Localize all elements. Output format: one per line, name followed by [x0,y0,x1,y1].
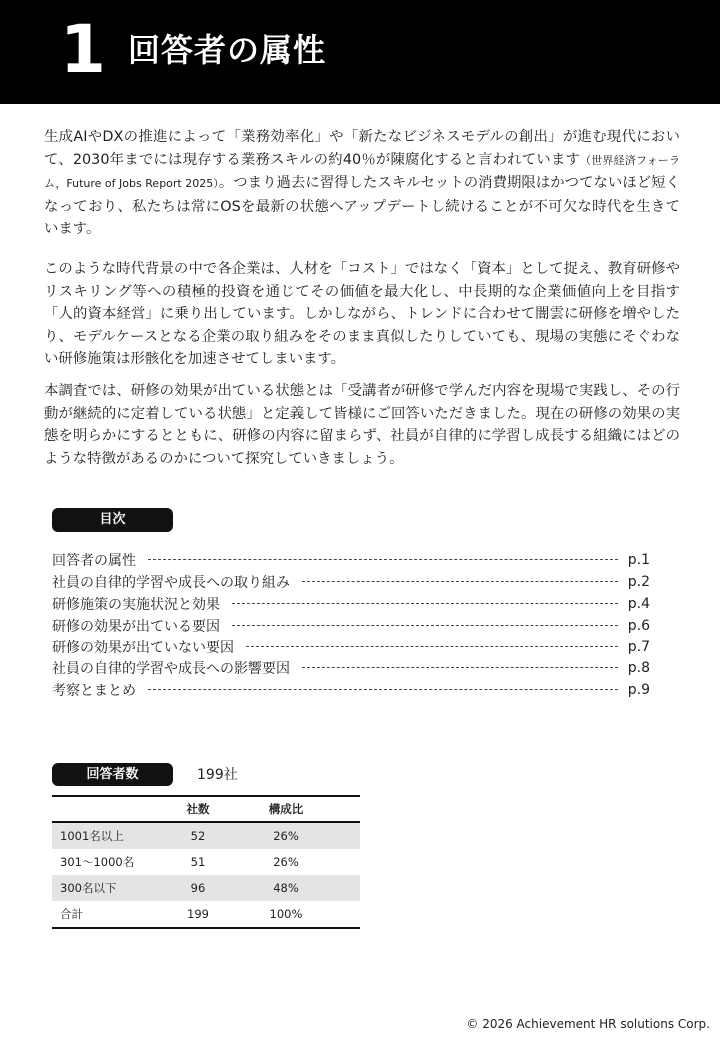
toc-item-page: p.9 [627,681,650,698]
section-title: 回答者の属性 [128,31,327,69]
toc-item-page: p.1 [627,551,650,568]
toc-item[interactable] [52,571,650,592]
intro-paragraph-2: このような時代背景の中で各企業は、人材を「コスト」ではなく「資本」として捉え、教育研修やリスキリング等への積極的投資を通じてその価値を最大化し、中長期的な企業価値向上を目指す「人的資本経営」に乗り出しています。しかしながら、トレンドに合わせて闇雲に研修を増やしたり、モデルケースとなる企業の取り組みをそのまま真似したりしていても、現場の実態にそぐわない研修施策は形骸化を加速させてしまいます。 [44,261,680,368]
table-row [52,849,360,875]
toc-leader [246,646,618,647]
toc-item-label: 社員の自律的学習や成長への影響要因 [52,660,290,677]
column-header: 構成比 [232,796,340,822]
toc-leader [148,559,618,560]
toc-item[interactable] [52,615,650,636]
row-ratio: 100% [232,901,340,928]
intro-text-1b: 。つまり過去に習得したスキルセットの消費期限はかつてないほど短くなっており、私たちは常にOSを最新の状態へアップデートし続けることが不可欠な時代を生きています。 [44,175,680,238]
row-label: 1001名以上 [52,822,164,849]
respondents-heading: 回答者数 [52,763,173,786]
intro-paragraph-1 [44,126,680,241]
toc-item-label: 社員の自律的学習や成長への取り組み [52,574,290,591]
toc-leader [232,603,618,604]
section-number: 1 [60,11,106,88]
toc-item-label: 考察とまとめ [52,682,136,699]
copyright-footer: © 2026 Achievement HR solutions Corp. [466,1017,710,1031]
toc-item[interactable] [52,636,650,657]
toc-item-label: 研修施策の実施状況と効果 [52,596,220,613]
page-header [0,0,720,104]
row-label: 300名以下 [52,875,164,901]
toc-item-page: p.6 [627,617,650,634]
row-label: 合計 [52,901,164,928]
toc-leader [232,625,618,626]
toc-heading: 目次 [52,508,173,532]
toc-leader [302,667,618,668]
table-total-row [52,901,360,928]
toc-item-page: p.4 [627,595,650,612]
row-ratio: 26% [232,822,340,849]
toc-item-page: p.2 [627,573,650,590]
toc-leader [302,581,618,582]
column-header: 社数 [164,796,232,822]
toc-item-label: 研修の効果が出ていない要因 [52,639,234,656]
intro-source-citation: （世界経済フォーラム，Future of Jobs Report 2025） [44,153,680,191]
respondents-count: 199社 [197,767,238,783]
row-ratio: 26% [273,855,299,869]
toc-item[interactable] [52,549,650,570]
row-spacer [340,822,360,849]
row-spacer [340,849,360,875]
intro-text-1: 生成AIやDXの推進によって「業務効率化」や「新たなビジネスモデルの創出」が進む現代において、2030年までには現存する業務スキルの約40％が陳腐化すると言われています [44,129,680,168]
table-row [52,875,360,901]
respondents-table [52,795,360,929]
row-spacer [340,901,360,928]
toc-item-label: 研修の効果が出ている要因 [52,618,220,635]
toc-item-page: p.7 [627,638,650,655]
table-header-row [52,796,360,822]
row-label: 301～1000名 [60,855,135,869]
row-count: 51 [190,855,206,869]
column-header-spacer [340,796,360,822]
row-spacer [340,875,360,901]
row-count: 52 [164,822,232,849]
row-count: 96 [164,875,232,901]
toc-item-page: p.8 [627,659,650,676]
row-count: 199 [164,901,232,928]
table-row [52,822,360,849]
row-ratio: 48% [232,875,340,901]
toc-item-label: 回答者の属性 [52,552,136,569]
toc-leader [148,689,618,690]
toc-item[interactable] [52,657,650,678]
toc-item[interactable] [52,679,650,700]
intro-paragraph-3: 本調査では、研修の効果が出ている状態とは「受講者が研修で学んだ内容を現場で実践し、その行動が継続的に定着している状態」と定義して皆様にご回答いただきました。現在の研修の効果の実態を明らかにするとともに、研修の内容に留まらず、社員が自律的に学習し成長する組織にはどのような特徴があるのかについて探究していきましょう。 [44,383,680,467]
column-header [52,796,164,822]
toc-item[interactable] [52,593,650,614]
